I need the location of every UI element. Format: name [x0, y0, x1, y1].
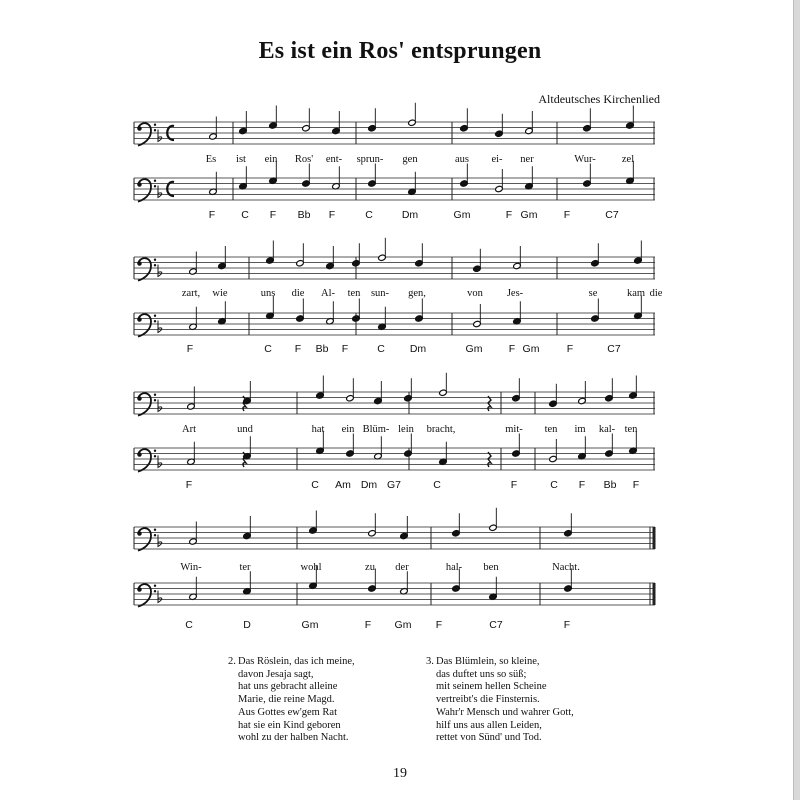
note — [326, 246, 335, 270]
lyric-syllable: der — [395, 562, 409, 573]
verse-line: wohl zu der halben Nacht. — [238, 732, 349, 744]
note — [512, 378, 521, 402]
note — [564, 513, 573, 537]
chord-symbol: C — [241, 209, 249, 221]
music-system — [134, 373, 655, 491]
note — [525, 111, 534, 135]
chord-symbol: Gm — [465, 343, 483, 355]
note — [473, 304, 482, 328]
note — [583, 164, 592, 188]
verse-line: Das Blümlein, so kleine, — [436, 656, 540, 667]
chord-symbol: C7 — [607, 343, 621, 355]
lyric-syllable: gen — [402, 154, 418, 165]
lyric-syllable: hal- — [445, 562, 463, 573]
note — [583, 108, 592, 132]
lyric-syllable: wie — [212, 288, 228, 299]
note — [473, 249, 482, 273]
lyric-syllable: ist — [236, 154, 246, 165]
lyric-syllable: ten — [624, 424, 638, 435]
lyric-syllable: kam — [626, 288, 646, 299]
lyric-syllable: Ros' — [294, 154, 314, 165]
staff — [134, 103, 655, 146]
lyric-syllable: zel — [621, 154, 635, 165]
note — [439, 373, 448, 397]
bass-clef-dot — [154, 455, 156, 457]
flat-icon — [158, 321, 162, 333]
chord-symbol: Gm — [301, 619, 319, 631]
lyric-syllable: Es — [205, 154, 217, 165]
bass-clef-dot — [154, 534, 156, 536]
lyric-syllable: zu — [365, 562, 375, 573]
note — [629, 376, 638, 400]
note — [415, 299, 424, 323]
note — [495, 169, 504, 193]
lyric-syllable: und — [237, 424, 253, 435]
chord-symbol: F — [632, 479, 640, 491]
bass-clef-dot — [137, 317, 141, 321]
lyric-syllable: Al- — [321, 288, 335, 299]
page-number: 19 — [393, 766, 407, 781]
verse-line: hat sie ein Kind geboren — [238, 719, 341, 731]
note — [489, 508, 498, 532]
lyric-syllable: ter — [239, 562, 251, 573]
lyric-syllable: die — [649, 288, 663, 299]
chord-symbol: Gm — [394, 619, 412, 631]
note — [512, 434, 521, 458]
bass-clef-dot — [154, 180, 156, 182]
chord-symbol: F — [185, 479, 193, 491]
lyric-syllable: hat — [311, 424, 325, 435]
chord-symbol: C — [365, 209, 373, 221]
note — [309, 511, 318, 535]
note — [368, 108, 377, 132]
verse-line: Wahr'r Mensch und wahrer Gott, — [436, 706, 574, 718]
lyric-syllable: uns — [260, 288, 276, 299]
chord-symbol: F — [578, 479, 586, 491]
song-title: Es ist ein Ros' entsprungen — [258, 38, 542, 64]
lyric-syllable: ei- — [491, 154, 503, 165]
chord-symbol: Gm — [522, 343, 540, 355]
flat-icon — [158, 456, 162, 468]
chord-symbol: C — [550, 479, 558, 491]
chord-symbol: C — [433, 479, 441, 491]
note — [415, 243, 424, 267]
note — [452, 513, 461, 537]
note — [549, 384, 558, 408]
note — [209, 117, 218, 141]
staff — [134, 161, 655, 202]
lyric-syllable: bracht, — [426, 424, 456, 435]
lyric-syllable: Blüm- — [362, 424, 390, 435]
chord-symbol: Dm — [360, 479, 378, 491]
chord-symbol: F — [328, 209, 336, 221]
chord-symbol: F — [186, 343, 194, 355]
verse-number: 3. — [426, 656, 434, 667]
note — [346, 378, 355, 402]
chord-symbol: Dm — [409, 343, 427, 355]
lyric-syllable: lein — [398, 424, 414, 435]
note — [296, 299, 305, 323]
bass-clef-dot — [154, 129, 156, 131]
note — [591, 299, 600, 323]
chord-symbol: C7 — [605, 209, 619, 221]
verse-line: rettet von Sünd' und Tod. — [436, 732, 542, 744]
note — [495, 114, 504, 138]
note — [316, 376, 325, 400]
note — [302, 164, 311, 188]
verse-line: hat uns gebracht alleine — [238, 681, 338, 693]
staff — [134, 508, 656, 551]
lyric-syllable: mit- — [505, 424, 523, 435]
note — [187, 387, 196, 411]
chord-symbol: F — [510, 479, 518, 491]
note — [332, 111, 341, 135]
note — [591, 243, 600, 267]
chord-symbol: C7 — [489, 619, 503, 631]
bass-clef-dot — [137, 261, 141, 265]
flat-icon — [158, 186, 162, 198]
staff — [134, 296, 655, 337]
note — [605, 434, 614, 458]
lyric-syllable: Art — [182, 424, 196, 435]
lyric-syllable: kal- — [598, 424, 616, 435]
verse-line: davon Jesaja sagt, — [238, 668, 314, 680]
note — [549, 439, 558, 463]
chord-symbol: F — [563, 209, 571, 221]
note — [243, 516, 252, 540]
bass-clef-dot — [154, 320, 156, 322]
note — [404, 378, 413, 402]
chord-symbol: C — [311, 479, 319, 491]
staff — [134, 373, 655, 416]
flat-icon — [158, 400, 162, 412]
note — [218, 246, 227, 270]
chord-symbol: F — [269, 209, 277, 221]
note — [460, 164, 469, 188]
note — [513, 246, 522, 270]
lyric-syllable: Win- — [180, 562, 202, 573]
lyric-syllable: von — [467, 288, 483, 299]
verse-line: Aus Gottes ew'gem Rat — [238, 706, 338, 718]
verse-line: Marie, die reine Magd. — [238, 694, 335, 706]
final-barline — [653, 583, 656, 605]
chord-symbol: Gm — [520, 209, 538, 221]
note — [269, 106, 278, 130]
chord-symbol: F — [435, 619, 443, 631]
chord-symbol: D — [243, 619, 251, 631]
music-system — [134, 238, 663, 355]
song-subtitle: Altdeutsches Kirchenlied — [538, 92, 660, 106]
note — [352, 299, 361, 323]
chord-symbol: F — [208, 209, 216, 221]
note — [400, 516, 409, 540]
bass-clef-dot — [137, 587, 141, 591]
chord-symbol: Dm — [401, 209, 419, 221]
lyric-syllable: zart, — [181, 288, 201, 299]
chord-symbol: C — [185, 619, 193, 631]
bass-clef-dot — [154, 124, 156, 126]
bass-clef-dot — [154, 315, 156, 317]
bass-clef-dot — [137, 126, 141, 130]
lyric-syllable: wohl — [300, 562, 322, 573]
lyric-syllable: ten — [544, 424, 558, 435]
note — [368, 513, 377, 537]
chord-symbol: C — [377, 343, 385, 355]
staff — [134, 431, 655, 472]
lyric-syllable: ein — [341, 424, 355, 435]
chord-symbol: Bb — [315, 343, 329, 355]
bass-clef-dot — [154, 529, 156, 531]
note — [408, 103, 417, 127]
verse-2 — [228, 656, 355, 745]
note — [578, 381, 587, 405]
chord-symbol: Gm — [453, 209, 471, 221]
lyric-syllable: ner — [520, 154, 534, 165]
lyric-syllable: Jes- — [506, 288, 524, 299]
verse-number: 2. — [228, 656, 236, 667]
note — [374, 381, 383, 405]
bass-clef-dot — [154, 264, 156, 266]
note — [404, 434, 413, 458]
bass-clef-dot — [137, 396, 141, 400]
lyric-syllable: Nacht. — [552, 562, 580, 573]
note — [368, 164, 377, 188]
bass-clef-dot — [154, 585, 156, 587]
note — [266, 241, 275, 265]
verse-line: vertreibt's die Finsternis. — [436, 694, 540, 706]
chord-symbol: F — [294, 343, 302, 355]
chord-symbol: G7 — [386, 479, 402, 491]
chord-symbol: Bb — [297, 209, 311, 221]
flat-icon — [158, 535, 162, 547]
bass-clef-dot — [154, 450, 156, 452]
lyric-syllable: sprun- — [356, 154, 384, 165]
flat-icon — [158, 591, 162, 603]
lyric-syllable: ent- — [325, 154, 343, 165]
note — [634, 241, 643, 265]
lyric-syllable: Wur- — [574, 154, 596, 165]
note — [189, 522, 198, 546]
note — [239, 111, 248, 135]
note — [626, 106, 635, 130]
flat-icon — [158, 130, 162, 142]
verse-line: hilf uns aus allen Leiden, — [436, 719, 542, 731]
note — [378, 238, 387, 262]
lyric-syllable: se — [588, 288, 598, 299]
flat-icon — [158, 265, 162, 277]
verse-line: Das Röslein, das ich meine, — [238, 656, 355, 667]
note — [266, 296, 275, 320]
bass-clef-dot — [154, 259, 156, 261]
chord-symbol: Bb — [603, 479, 617, 491]
note — [605, 378, 614, 402]
bass-clef-dot — [154, 185, 156, 187]
lyric-syllable: ben — [483, 562, 499, 573]
lyric-syllable: aus — [455, 154, 469, 165]
note — [352, 243, 361, 267]
bass-clef-dot — [137, 452, 141, 456]
chord-symbol: Am — [335, 479, 351, 491]
chord-symbol: F — [341, 343, 349, 355]
note — [346, 434, 355, 458]
note — [460, 108, 469, 132]
note — [296, 243, 305, 267]
bass-clef-dot — [154, 399, 156, 401]
final-barline — [653, 527, 656, 549]
staff — [134, 238, 655, 281]
lyric-syllable: die — [291, 288, 305, 299]
verse-line: das duftet uns so süß; — [436, 668, 527, 680]
chord-symbol: F — [566, 343, 574, 355]
bass-clef-dot — [137, 531, 141, 535]
chord-symbol: F — [508, 343, 516, 355]
note — [189, 252, 198, 276]
lyric-syllable: im — [574, 424, 586, 435]
chord-symbol: C — [264, 343, 272, 355]
note — [634, 296, 643, 320]
music-system — [134, 508, 656, 631]
lyric-syllable: ein — [264, 154, 278, 165]
music-system — [134, 103, 655, 221]
bass-clef-dot — [137, 182, 141, 186]
chord-symbol: F — [505, 209, 513, 221]
bass-clef-dot — [154, 394, 156, 396]
note — [302, 108, 311, 132]
verse-line: mit seinem hellen Scheine — [436, 681, 547, 693]
lyric-syllable: ten — [347, 288, 361, 299]
lyric-syllable: sun- — [370, 288, 390, 299]
verse-3 — [426, 656, 574, 745]
bass-clef-dot — [154, 590, 156, 592]
lyric-syllable: gen, — [408, 288, 426, 299]
chord-symbol: F — [364, 619, 372, 631]
chord-symbol: F — [563, 619, 571, 631]
